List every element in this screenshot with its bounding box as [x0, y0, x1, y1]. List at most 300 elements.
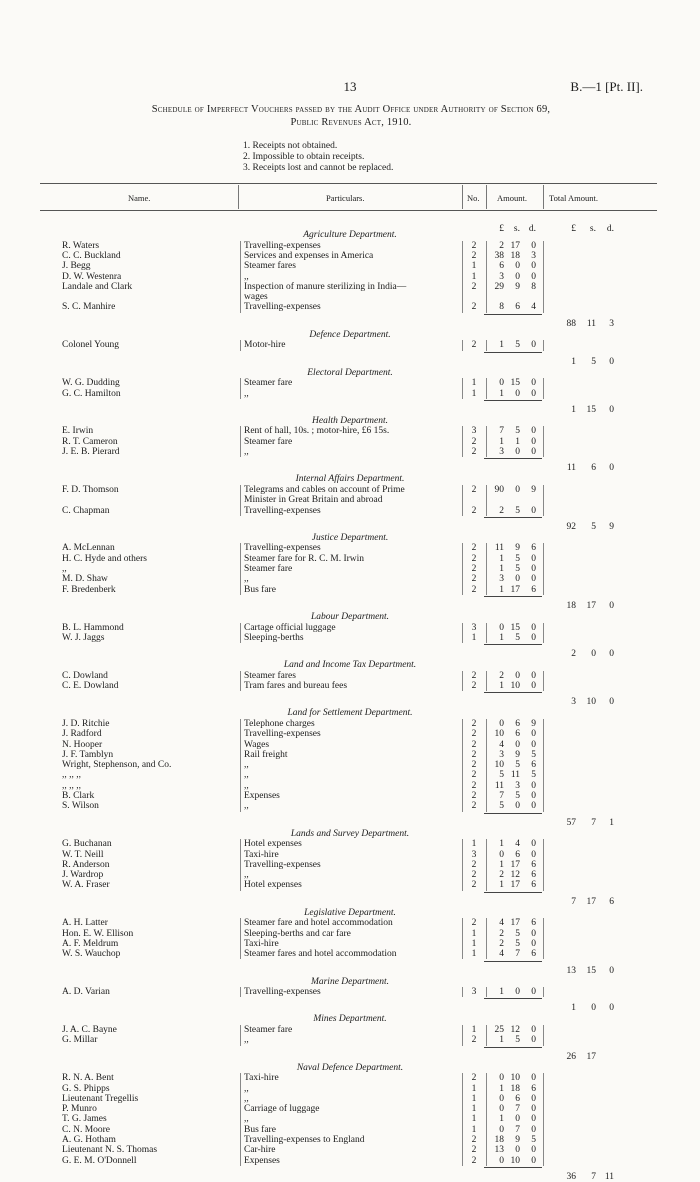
voucher-particulars: Wages — [244, 739, 270, 750]
voucher-amount-part: 9 — [515, 1135, 520, 1145]
voucher-particulars: Expenses — [244, 791, 280, 801]
voucher-name: C. N. Moore — [62, 1124, 111, 1135]
voucher-amount-part: 0 — [531, 622, 536, 633]
amount-rule — [543, 543, 544, 595]
sum-rule — [484, 644, 542, 645]
voucher-name: W. A. Fraser — [62, 880, 110, 891]
voucher-reason-number: 2 — [471, 302, 477, 313]
department-total-part: 88 — [566, 318, 576, 329]
amount-currency-heads — [490, 224, 536, 234]
voucher-amount-part: 1 — [499, 584, 504, 595]
voucher-amount-part: 1 — [499, 436, 504, 447]
voucher-amount — [490, 839, 536, 849]
voucher-amount-part: 4 — [515, 839, 520, 850]
number-rule — [486, 426, 487, 457]
particulars-rule — [240, 918, 241, 959]
voucher-particulars: Taxi-hire — [244, 938, 279, 949]
voucher-reason-number: 2 — [471, 584, 477, 595]
department-total-part: 57 — [566, 817, 576, 828]
voucher-reason-number: 1 — [471, 928, 477, 939]
voucher-amount-part: 0 — [515, 484, 520, 495]
voucher-amount — [490, 485, 536, 495]
voucher-amount — [490, 272, 536, 282]
header-bottom-rule — [40, 210, 657, 211]
voucher-particulars: Cartage official luggage — [244, 622, 336, 633]
particulars-rule — [240, 623, 241, 644]
department-total-part: 0 — [609, 1003, 614, 1014]
voucher-particulars: Hotel expenses — [244, 880, 302, 891]
sum-rule — [484, 961, 542, 962]
voucher-amount-part: 9 — [515, 543, 520, 554]
voucher-amount-part: 7 — [499, 791, 504, 801]
voucher-amount-part: 2 — [499, 670, 504, 681]
title-line-2: Public Revenues Act, 1910. — [290, 117, 412, 128]
voucher-reason-number: 1 — [471, 839, 477, 850]
department-total — [556, 463, 614, 473]
voucher-particulars: Telephone charges — [244, 718, 315, 729]
voucher-amount — [490, 340, 536, 350]
pence-head: d. — [528, 224, 536, 234]
voucher-particulars: Travelling-expenses — [244, 240, 321, 251]
voucher-particulars: Services and expenses in America — [244, 250, 374, 261]
department-heading: Electoral Department. — [307, 367, 393, 378]
number-rule — [486, 1025, 487, 1046]
voucher-particulars: Telegrams and cables on account of Prime — [244, 484, 405, 495]
voucher-name: A. F. Meldrum — [62, 938, 119, 949]
voucher-reason-number: 2 — [471, 543, 477, 554]
number-rule — [486, 719, 487, 812]
sum-rule — [484, 1167, 542, 1168]
voucher-name: W. S. Wauchop — [62, 949, 121, 960]
voucher-amount-part: 18 — [510, 250, 520, 261]
voucher-reason-number: 3 — [471, 987, 477, 998]
number-rule — [486, 241, 487, 313]
voucher-amount-part: 5 — [515, 938, 520, 949]
number-rule — [486, 839, 487, 891]
voucher-amount — [490, 791, 536, 801]
number-rule — [462, 426, 463, 457]
voucher-amount-part: 0 — [531, 739, 536, 750]
voucher-particulars: ,, — [244, 574, 249, 585]
number-rule — [462, 987, 463, 997]
voucher-name: A. McLennan — [62, 543, 115, 554]
voucher-amount-part: 0 — [531, 1124, 536, 1135]
voucher-amount-part: 1 — [499, 880, 504, 891]
department-total-part: 0 — [591, 649, 596, 660]
voucher-name: B. Clark — [62, 791, 95, 801]
voucher-reason-number: 2 — [471, 505, 477, 516]
voucher-amount — [490, 585, 536, 595]
voucher-amount-part: 3 — [499, 447, 504, 457]
voucher-amount-part: 7 — [515, 1104, 520, 1115]
voucher-reason-number: 2 — [471, 780, 477, 791]
voucher-amount-part: 0 — [499, 849, 504, 860]
column-header-total: Total Amount. — [549, 193, 598, 203]
voucher-amount-part: 18 — [510, 1083, 520, 1094]
voucher-amount-part: 90 — [494, 484, 504, 495]
voucher-amount-part: 10 — [494, 729, 504, 740]
department-total — [556, 966, 614, 976]
voucher-amount-part: 11 — [494, 543, 504, 554]
department-heading: Naval Defence Department. — [296, 1062, 404, 1073]
number-rule — [486, 671, 487, 692]
voucher-amount-part: 15 — [510, 378, 520, 389]
voucher-amount-part: 4 — [499, 918, 504, 929]
voucher-amount-part: 0 — [531, 447, 536, 457]
column-header-amount: Amount. — [497, 193, 527, 203]
amount-rule — [543, 1073, 544, 1166]
department-total-part: 1 — [609, 817, 614, 828]
voucher-particulars: ,, — [244, 1093, 249, 1104]
voucher-amount — [490, 564, 536, 574]
department-heading: Lands and Survey Department. — [290, 828, 410, 839]
voucher-name: R. N. A. Bent — [62, 1073, 114, 1084]
department-heading: Health Department. — [312, 415, 388, 426]
amount-rule — [543, 241, 544, 313]
voucher-amount-part: 5 — [515, 553, 520, 564]
voucher-amount-part: 0 — [515, 987, 520, 998]
voucher-amount-part: 29 — [494, 281, 504, 292]
department-total-part: 7 — [591, 817, 596, 828]
voucher-amount-part: 17 — [510, 880, 520, 891]
voucher-amount — [490, 801, 536, 811]
voucher-amount-part: 5 — [515, 632, 520, 643]
voucher-amount — [490, 574, 536, 584]
voucher-particulars: Steamer fare — [244, 1025, 293, 1035]
voucher-amount-part: 6 — [531, 859, 536, 870]
voucher-amount-part: 0 — [531, 340, 536, 351]
voucher-amount-part: 3 — [531, 250, 536, 261]
amount-rule — [543, 918, 544, 959]
department-total-part: 1 — [571, 1003, 576, 1014]
voucher-reason-number: 2 — [471, 791, 477, 801]
amount-rule — [543, 623, 544, 644]
voucher-amount — [490, 1145, 536, 1155]
voucher-reason-number: 2 — [471, 880, 477, 891]
amount-rule — [543, 839, 544, 891]
voucher-amount-part: 0 — [531, 1093, 536, 1104]
amount-rule — [543, 340, 544, 350]
voucher-amount-part: 0 — [531, 271, 536, 282]
voucher-amount-part: 10 — [494, 760, 504, 771]
voucher-amount-part: 6 — [531, 543, 536, 554]
voucher-reason-number: 1 — [471, 388, 477, 399]
voucher-amount-part: 5 — [531, 770, 536, 781]
voucher-reason-number: 2 — [471, 859, 477, 870]
voucher-particulars: ,, — [244, 1035, 249, 1046]
number-rule — [486, 340, 487, 350]
voucher-amount-part: 6 — [531, 918, 536, 929]
voucher-amount-part: 0 — [531, 1035, 536, 1046]
department-total-part: 7 — [591, 1171, 596, 1182]
voucher-particulars: ,, — [244, 1114, 249, 1125]
voucher-reason-number: 1 — [471, 949, 477, 960]
voucher-amount-part: 4 — [531, 302, 536, 313]
voucher-amount-part: 0 — [531, 574, 536, 585]
voucher-reason-number: 1 — [471, 1083, 477, 1094]
department-total-part: 5 — [591, 521, 596, 532]
voucher-amount — [490, 1104, 536, 1114]
voucher-amount-part: 17 — [510, 584, 520, 595]
column-header-no: No. — [467, 193, 480, 203]
voucher-amount — [490, 939, 536, 949]
voucher-amount — [490, 1073, 536, 1083]
voucher-reason-number: 2 — [471, 1073, 477, 1084]
voucher-reason-number: 2 — [471, 447, 477, 457]
voucher-amount-part: 2 — [499, 938, 504, 949]
voucher-amount — [490, 633, 536, 643]
voucher-amount-part: 18 — [494, 1135, 504, 1145]
voucher-reason-number: 2 — [471, 484, 477, 495]
voucher-particulars: Steamer fares and hotel accommodation — [244, 949, 397, 960]
voucher-amount-part: 0 — [515, 1114, 520, 1125]
voucher-amount-part: 0 — [531, 801, 536, 812]
sum-rule — [484, 596, 542, 597]
voucher-name: P. Munro — [62, 1104, 97, 1115]
department-heading: Agriculture Department. — [303, 230, 397, 240]
voucher-name: W. T. Neill — [62, 849, 104, 860]
voucher-name: S. Wilson — [62, 801, 99, 812]
total-currency-heads — [556, 224, 614, 234]
department-total-part: 17 — [586, 600, 596, 611]
voucher-amount-part: 0 — [531, 240, 536, 251]
number-rule — [462, 378, 463, 399]
department-total-part: 15 — [586, 965, 596, 976]
department-total-part: 7 — [571, 896, 576, 907]
voucher-particulars: Travelling-expenses — [244, 987, 321, 998]
voucher-particulars: Steamer fare — [244, 436, 293, 447]
amount-rule — [543, 719, 544, 812]
voucher-amount — [490, 543, 536, 553]
department-total-part: 0 — [609, 697, 614, 708]
number-rule — [462, 623, 463, 644]
voucher-amount-part: 0 — [531, 436, 536, 447]
voucher-name: J. E. B. Pierard — [62, 447, 120, 457]
voucher-particulars: Taxi-hire — [244, 1073, 279, 1084]
voucher-amount-part: 0 — [531, 564, 536, 574]
voucher-amount-part: 2 — [499, 928, 504, 939]
department-total-part: 10 — [586, 697, 596, 708]
voucher-name: W. G. Dudding — [62, 378, 120, 389]
voucher-reason-number: 2 — [471, 670, 477, 681]
sum-rule — [484, 692, 542, 693]
voucher-amount-part: 0 — [515, 271, 520, 282]
amount-rule — [543, 987, 544, 997]
voucher-name: R. Waters — [62, 240, 100, 251]
amount-rule — [543, 671, 544, 692]
voucher-reason-number: 2 — [471, 801, 477, 812]
department-heading: Internal Affairs Department. — [295, 474, 405, 485]
voucher-amount-part: 5 — [531, 1135, 536, 1145]
voucher-name: M. D. Shaw — [62, 574, 108, 585]
legend-item: 1. Receipts not obtained. — [243, 141, 338, 151]
voucher-name: E. Irwin — [62, 426, 94, 437]
department-total-part: 92 — [566, 521, 576, 532]
voucher-amount — [490, 282, 536, 292]
voucher-reason-number: 2 — [471, 553, 477, 564]
particulars-rule — [240, 671, 241, 692]
voucher-reason-number: 2 — [471, 1135, 477, 1145]
voucher-name: B. L. Hammond — [62, 622, 124, 633]
schedule-title — [40, 103, 662, 129]
voucher-particulars: Steamer fare — [244, 378, 293, 389]
department-total — [556, 405, 614, 415]
voucher-amount-part: 6 — [531, 870, 536, 881]
sum-rule — [484, 458, 542, 459]
number-rule — [462, 485, 463, 516]
voucher-amount — [490, 760, 536, 770]
voucher-reason-number: 2 — [471, 739, 477, 750]
voucher-amount-part: 0 — [531, 928, 536, 939]
amount-rule — [543, 1025, 544, 1046]
particulars-rule — [240, 543, 241, 595]
voucher-reason-number: 2 — [471, 1155, 477, 1166]
voucher-name: Wright, Stephenson, and Co. — [62, 760, 172, 771]
voucher-amount — [490, 302, 536, 312]
number-rule — [462, 918, 463, 959]
voucher-amount-part: 1 — [499, 681, 504, 691]
legend — [243, 141, 393, 174]
voucher-amount-part: 9 — [515, 749, 520, 760]
voucher-amount-part: 6 — [515, 302, 520, 313]
voucher-amount-part: 0 — [531, 670, 536, 681]
voucher-particulars: Rent of hall, 10s. ; motor-hire, £6 15s. — [244, 426, 390, 437]
voucher-amount-part: 0 — [515, 447, 520, 457]
department-total-part: 3 — [609, 318, 614, 329]
voucher-amount-part: 7 — [515, 1124, 520, 1135]
voucher-amount-part: 10 — [510, 1155, 520, 1166]
voucher-amount-part: 5 — [499, 801, 504, 812]
voucher-particulars: Bus fare — [244, 1124, 276, 1135]
voucher-amount-part: 0 — [515, 388, 520, 399]
voucher-amount — [490, 389, 536, 399]
number-rule — [486, 918, 487, 959]
voucher-amount-part: 9 — [531, 484, 536, 495]
voucher-name: Colonel Young — [62, 340, 120, 351]
number-rule — [462, 719, 463, 812]
voucher-amount-part: 0 — [499, 1073, 504, 1084]
particulars-rule — [240, 426, 241, 457]
department-total — [556, 818, 614, 828]
voucher-amount-part: 0 — [531, 780, 536, 791]
voucher-amount — [490, 740, 536, 750]
voucher-amount — [490, 447, 536, 457]
voucher-amount-part: 0 — [531, 632, 536, 643]
amount-rule — [543, 426, 544, 457]
voucher-name: Lieutenant Tregellis — [62, 1093, 139, 1104]
voucher-particulars: Taxi-hire — [244, 849, 279, 860]
voucher-name: F. Bredenberk — [62, 584, 116, 595]
voucher-amount-part: 1 — [499, 1114, 504, 1125]
voucher-amount-part: 6 — [531, 760, 536, 771]
department-total — [556, 319, 614, 329]
voucher-name: ,, — [62, 564, 67, 574]
title-line-1: Schedule of Imperfect Vouchers passed by the Audit Office under Authority of Section 69, — [151, 104, 551, 115]
voucher-reason-number: 1 — [471, 1025, 477, 1035]
department-total-part: 5 — [591, 356, 596, 367]
voucher-amount-part: 0 — [515, 739, 520, 750]
voucher-particulars: Car-hire — [244, 1145, 276, 1156]
voucher-amount-part: 0 — [499, 1093, 504, 1104]
voucher-amount-part: 0 — [531, 505, 536, 516]
voucher-particulars: Tram fares and bureau fees — [244, 681, 348, 691]
voucher-amount-part: 17 — [510, 918, 520, 929]
voucher-reason-number: 2 — [471, 436, 477, 447]
voucher-name: N. Hooper — [62, 739, 103, 750]
voucher-reason-number: 2 — [471, 574, 477, 585]
voucher-name: G. S. Phipps — [62, 1083, 110, 1094]
voucher-amount — [490, 781, 536, 791]
sum-rule — [484, 998, 542, 999]
voucher-particulars: Bus fare — [244, 584, 276, 595]
voucher-particulars: Travelling-expenses — [244, 302, 321, 313]
pence-head: d. — [606, 224, 614, 234]
voucher-name: C. E. Dowland — [62, 681, 119, 691]
voucher-amount-part: 6 — [531, 880, 536, 891]
legend-item: 3. Receipts lost and cannot be replaced. — [243, 163, 394, 173]
voucher-name: C. Dowland — [62, 670, 108, 681]
department-total-part: 17 — [586, 896, 596, 907]
amount-rule — [543, 485, 544, 516]
voucher-particulars: Steamer fare and hotel accommodation — [244, 918, 393, 929]
voucher-reason-number: 2 — [471, 281, 477, 292]
voucher-name: Hon. E. W. Ellison — [62, 928, 134, 939]
voucher-particulars: Travelling-expenses — [244, 729, 321, 740]
sum-rule — [484, 517, 542, 518]
voucher-reason-number: 2 — [471, 729, 477, 740]
department-total-part: 0 — [609, 356, 614, 367]
number-rule — [462, 671, 463, 692]
voucher-amount-part: 4 — [499, 739, 504, 750]
voucher-amount — [490, 437, 536, 447]
voucher-name: A. G. Hotham — [62, 1135, 116, 1145]
voucher-amount — [490, 1084, 536, 1094]
department-heading: Land and Income Tax Department. — [283, 660, 417, 671]
voucher-particulars: ,, — [244, 447, 249, 457]
voucher-reason-number: 1 — [471, 1104, 477, 1115]
voucher-amount-part: 0 — [499, 378, 504, 389]
voucher-reason-number: 1 — [471, 271, 477, 282]
voucher-amount — [490, 949, 536, 959]
voucher-name: R. T. Cameron — [62, 436, 118, 447]
voucher-amount — [490, 750, 536, 760]
voucher-name: J. A. C. Bayne — [62, 1025, 117, 1035]
voucher-reason-number: 1 — [471, 1114, 477, 1125]
voucher-amount-part: 6 — [531, 1083, 536, 1094]
voucher-particulars: Steamer fares — [244, 670, 296, 681]
voucher-amount-part: 9 — [531, 718, 536, 729]
voucher-particulars: ,, — [244, 760, 249, 771]
voucher-amount-part: 0 — [531, 938, 536, 949]
voucher-amount — [490, 671, 536, 681]
department-total — [556, 1052, 614, 1062]
voucher-name: J. Radford — [62, 729, 102, 740]
voucher-particulars: Rail freight — [244, 749, 288, 760]
department-total-part: 11 — [604, 1171, 614, 1182]
department-total-part: 1 — [571, 356, 576, 367]
voucher-amount-part: 3 — [499, 749, 504, 760]
voucher-amount-part: 5 — [515, 340, 520, 351]
voucher-particulars: Travelling-expenses — [244, 505, 321, 516]
voucher-name: Landale and Clark — [62, 281, 133, 292]
voucher-name: G. Millar — [62, 1035, 98, 1046]
number-rule — [486, 485, 487, 516]
voucher-particulars: wages — [244, 292, 268, 303]
voucher-reason-number: 2 — [471, 770, 477, 781]
voucher-name: C. Chapman — [62, 505, 110, 516]
voucher-name: A. H. Latter — [62, 918, 108, 929]
voucher-amount-part: 1 — [499, 1083, 504, 1094]
